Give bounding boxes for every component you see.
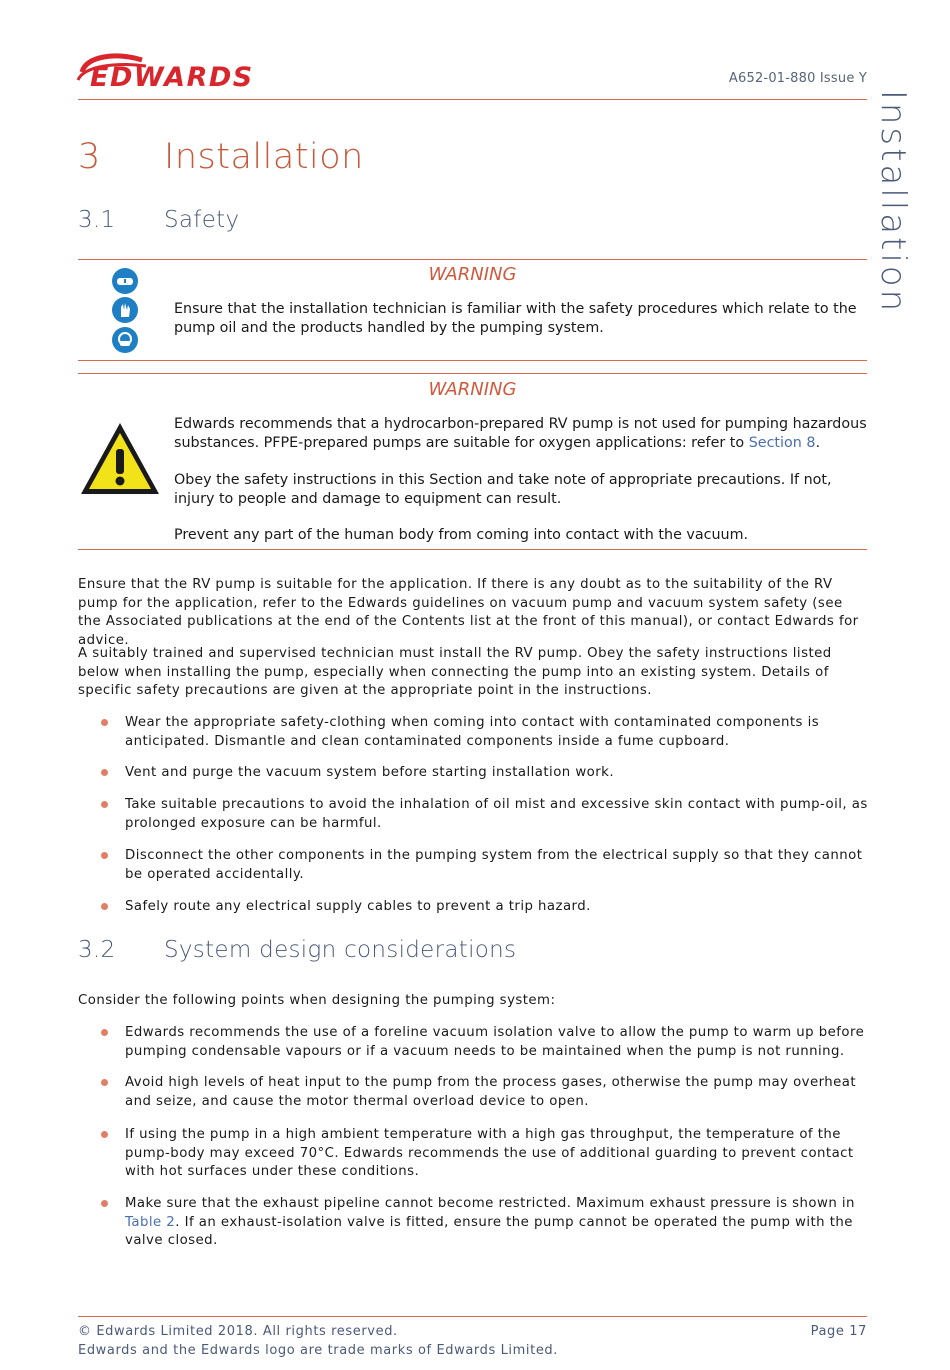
logo-wordmark: EDWARDS — [90, 62, 254, 93]
goggles-icon — [112, 268, 138, 294]
list-item: Safely route any electrical supply cables to prevent a trip hazard. — [125, 899, 591, 914]
warning-2-top-rule — [78, 373, 867, 374]
footer-copyright: © Edwards Limited 2018. All rights reserved. — [78, 1324, 398, 1339]
side-tab-label: Installation — [873, 89, 913, 315]
warning-2-paragraph-3: Prevent any part of the human body from coming into contact with the vacuum. — [174, 527, 749, 543]
warning-1-title: WARNING — [428, 264, 517, 285]
bullet-dot — [101, 1200, 108, 1207]
subsection-2-intro: Consider the following points when designing the pumping system: — [78, 993, 556, 1008]
face-mask-icon — [112, 327, 138, 353]
body-paragraph-2: A suitably trained and supervised technician must install the RV pump. Obey the safety instructions listed below when installing the pump, especially when connecting the pump into an existing system. Details of specific safety precautions are given at the appropriate point in the instructions. — [78, 646, 832, 699]
list-item: Edwards recommends the use of a foreline vacuum isolation valve to allow the pump to warm up before pumping condensable vapours or if a vacuum needs to be maintained when the pump is not running. — [125, 1025, 865, 1059]
list-item: Avoid high levels of heat input to the pump from the process gases, otherwise the pump may overheat and seize, and cause the motor thermal overload device to open. — [125, 1075, 857, 1109]
bullet-dot — [101, 903, 108, 910]
bullet-dot — [101, 801, 108, 808]
bullet-dot — [101, 1079, 108, 1086]
list-item: Disconnect the other components in the pumping system from the electrical supply so that they cannot be operated accidentally. — [125, 848, 863, 882]
document-reference: A652-01-880 Issue Y — [728, 71, 867, 86]
bullet-dot — [101, 1131, 108, 1138]
warning-2-paragraph-1: Edwards recommends that a hydrocarbon-prepared RV pump is not used for pumping hazardous substances. PFPE-prepared pumps are suitable for oxygen applications: refer to Section 8. — [174, 416, 867, 451]
section-8-link[interactable]: Section 8 — [748, 434, 816, 451]
bullet-dot — [101, 769, 108, 776]
warning-1-text: Ensure that the installation technician is familiar with the safety procedures which relate to the pump oil and the products handled by the pumping system. — [174, 301, 857, 336]
list-item: Wear the appropriate safety-clothing when coming into contact with contaminated components is anticipated. Dismantle and clean contaminated components inside a fume cupboard. — [125, 715, 820, 749]
list-item: Vent and purge the vacuum system before starting installation work. — [125, 765, 614, 780]
warning-1-top-rule — [78, 259, 867, 260]
warning-1-bottom-rule — [78, 360, 867, 361]
footer-rule — [78, 1316, 867, 1317]
warning-2-title: WARNING — [428, 379, 517, 400]
subsection-number: 3.1 — [78, 207, 116, 233]
list-item: Make sure that the exhaust pipeline cannot become restricted. Maximum exhaust pressure is shown in Table 2. If an exhaust-isolation valve is fitted, ensure the pump cannot be operated the pump with the valve closed. — [125, 1196, 855, 1249]
table-2-link[interactable]: Table 2 — [125, 1214, 176, 1230]
list-item: If using the pump in a high ambient temperature with a high gas throughput, the temperature of the pump-body may exceed 70°C. Edwards recommends the use of additional guarding to prevent contact with hot surfaces under these conditions. — [125, 1127, 854, 1180]
footer-page-number: Page 17 — [810, 1324, 867, 1339]
footer-trademark: Edwards and the Edwards logo are trade marks of Edwards Limited. — [78, 1343, 558, 1358]
subsection-title: Safety — [164, 207, 240, 233]
header-rule — [78, 99, 867, 100]
subsection-2-number: 3.2 — [78, 937, 116, 963]
bullet-dot — [101, 1029, 108, 1036]
subsection-2-title: System design considerations — [164, 937, 517, 963]
gloves-icon — [112, 297, 138, 323]
section-number: 3 — [78, 137, 101, 177]
body-paragraph-1: Ensure that the RV pump is suitable for the application. If there is any doubt as to the suitability of the RV pump for the application, refer to the Edwards guidelines on vacuum pump and vacuum system safety (see the Associated publications at the end of the Contents list at the front of this manual), or contact Edwards for advice. — [78, 577, 859, 648]
list-item: Take suitable precautions to avoid the inhalation of oil mist and excessive skin contact with pump-oil, as prolonged exposure can be harmful. — [125, 797, 868, 831]
section-title: Installation — [164, 137, 364, 177]
bullet-dot — [101, 719, 108, 726]
hazard-triangle-icon — [78, 420, 162, 498]
warning-2-bottom-rule — [78, 549, 867, 550]
edwards-logo — [76, 50, 298, 92]
bullet-dot — [101, 852, 108, 859]
warning-2-paragraph-2: Obey the safety instructions in this Section and take note of appropriate precautions. If not, injury to people and damage to equipment can result. — [174, 472, 832, 507]
